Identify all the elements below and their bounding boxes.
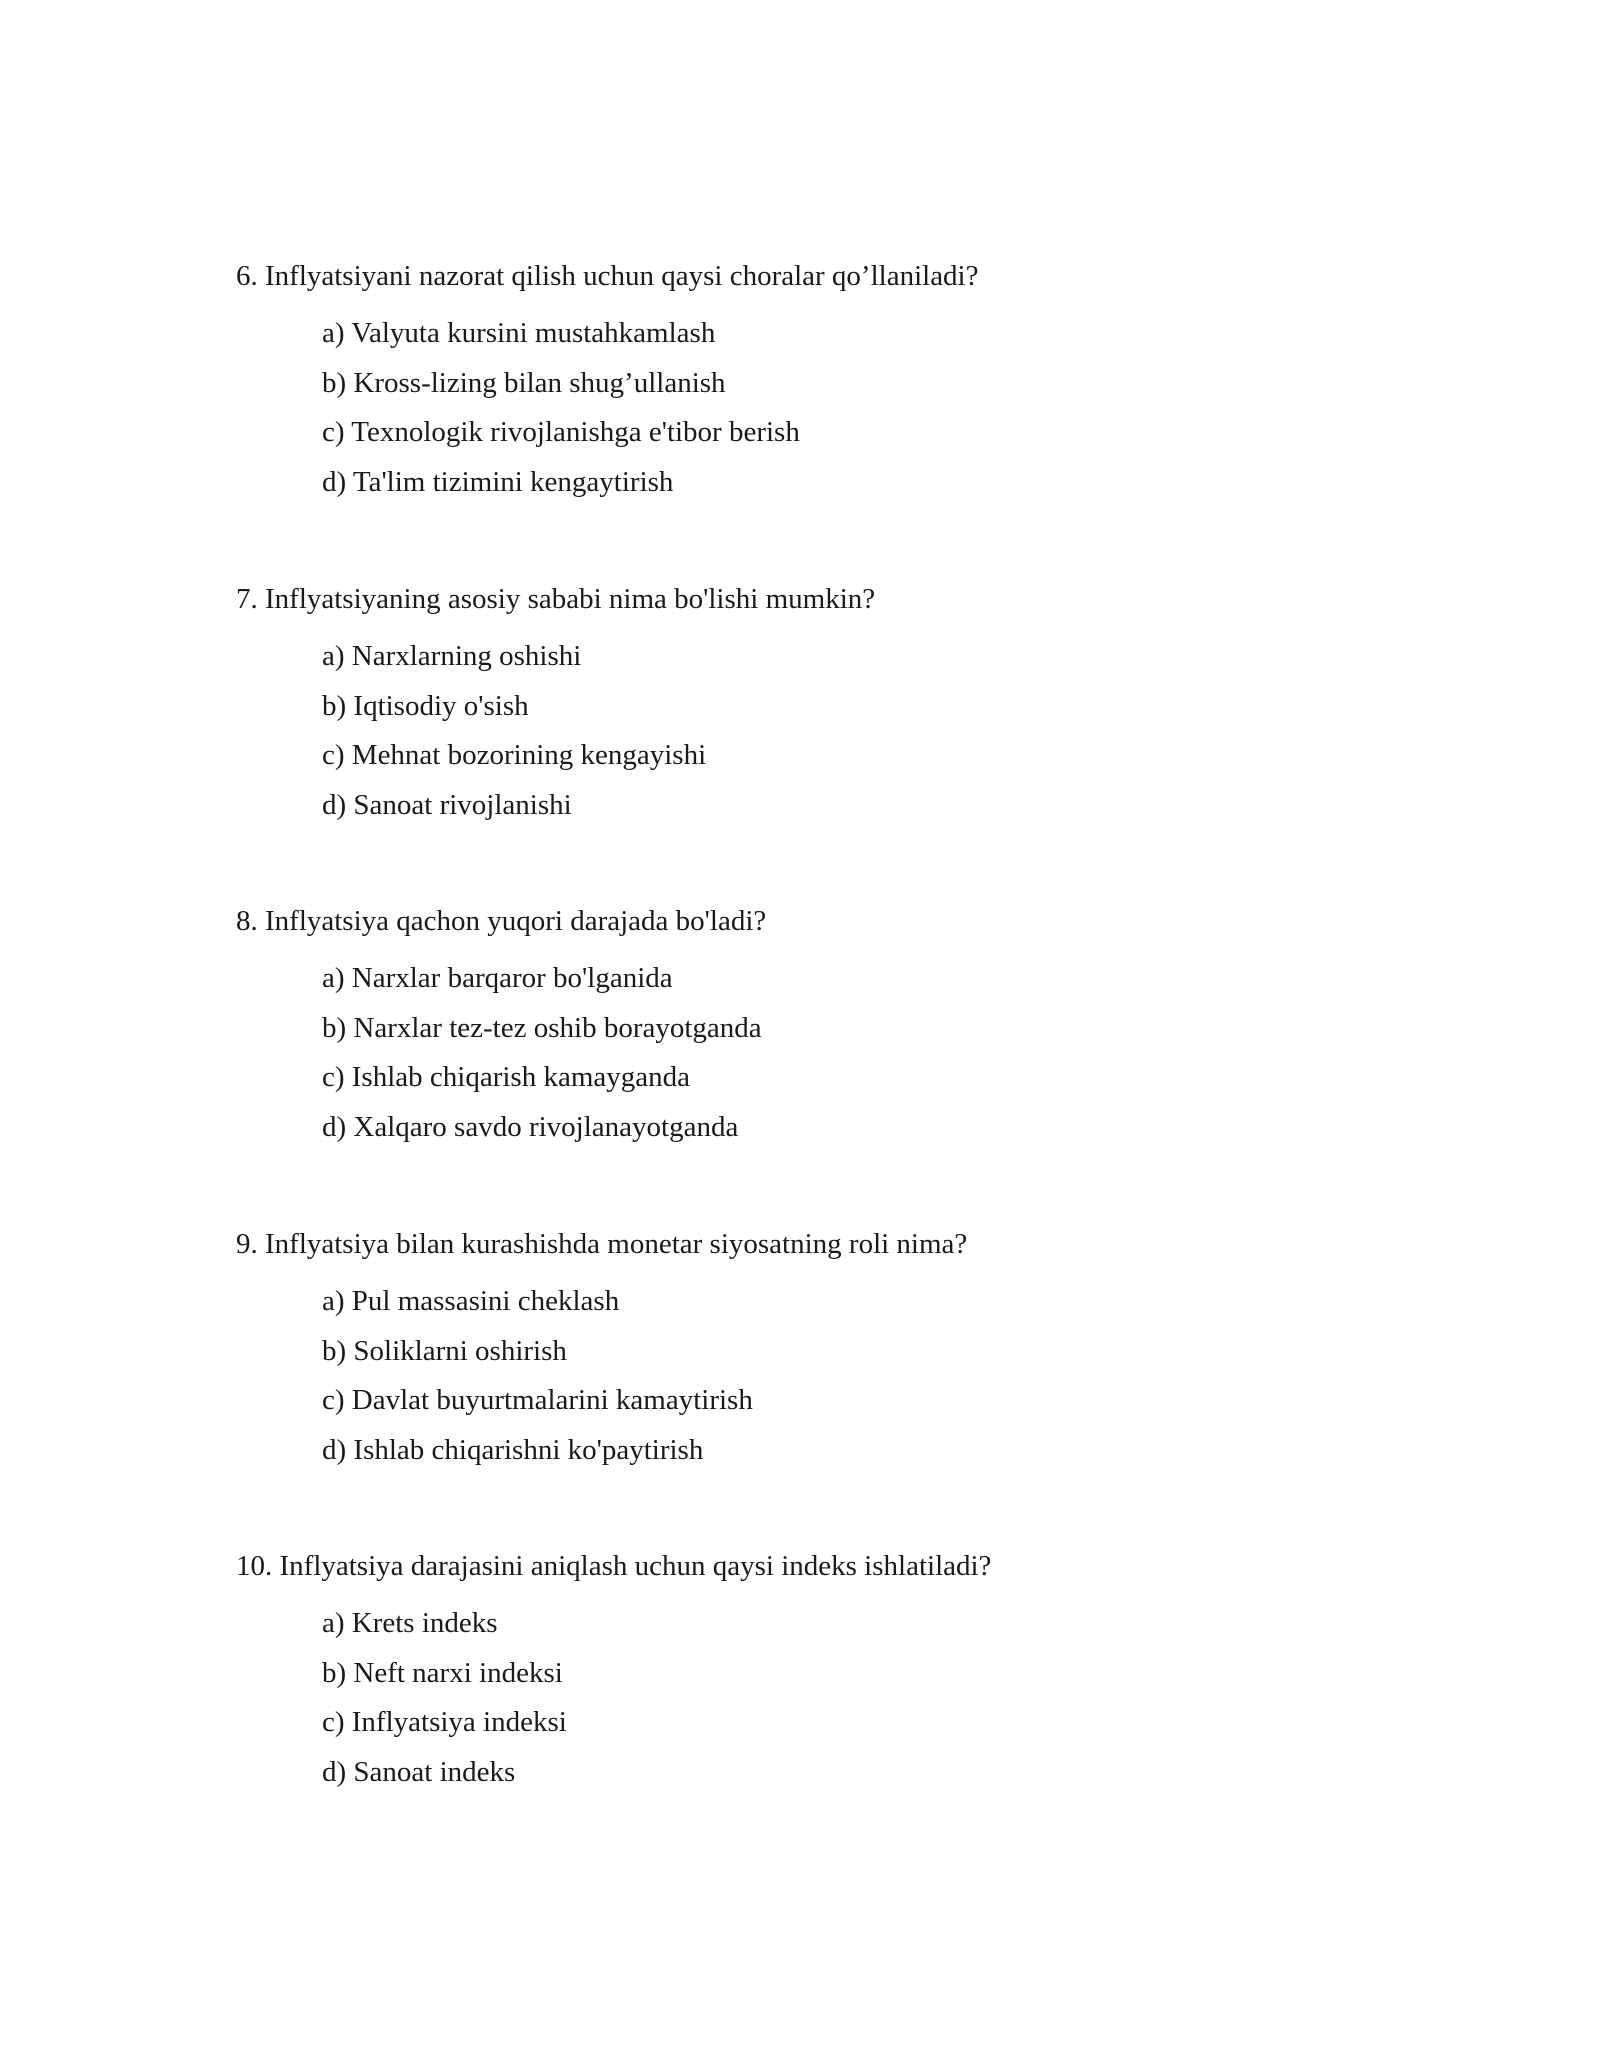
option-c: c) Ishlab chiqarish kamayganda <box>322 1061 690 1094</box>
option-c: c) Davlat buyurtmalarini kamaytirish <box>322 1384 753 1417</box>
question-text: 7. Inflyatsiyaning asosiy sababi nima bo'lishi mumkin? <box>236 583 876 615</box>
question-10 <box>236 1549 1436 1789</box>
option-a: a) Narxlar barqaror bo'lganida <box>322 962 673 994</box>
option-c: c) Inflyatsiya indeksi <box>322 1706 567 1739</box>
question-text: 10. Inflyatsiya darajasini aniqlash uchun qaysi indeks ishlatiladi? <box>236 1550 992 1582</box>
option-b: b) Kross-lizing bilan shug’ullanish <box>322 366 726 399</box>
option-a: a) Krets indeks <box>322 1607 498 1639</box>
option-b: b) Soliklarni oshirish <box>322 1334 567 1367</box>
question-text: 8. Inflyatsiya qachon yuqori darajada bo'ladi? <box>236 905 767 937</box>
option-d: d) Sanoat indeks <box>322 1756 516 1789</box>
option-b: b) Narxlar tez-tez oshib borayotganda <box>322 1011 762 1044</box>
question-9 <box>236 1227 1436 1467</box>
question-7 <box>236 582 1436 822</box>
question-text: 9. Inflyatsiya bilan kurashishda monetar siyosatning roli nima? <box>236 1228 968 1260</box>
option-a: a) Valyuta kursini mustahkamlash <box>322 317 716 349</box>
question-text: 6. Inflyatsiyani nazorat qilish uchun qaysi choralar qo’llaniladi? <box>236 260 979 292</box>
option-b: b) Neft narxi indeksi <box>322 1656 563 1689</box>
option-list <box>236 1261 1436 1467</box>
option-a: a) Narxlarning oshishi <box>322 640 582 672</box>
option-list <box>236 938 1436 1144</box>
option-a: a) Pul massasini cheklash <box>322 1285 620 1317</box>
option-d: d) Ta'lim tizimini kengaytirish <box>322 466 674 499</box>
option-d: d) Sanoat rivojlanishi <box>322 789 572 822</box>
option-list <box>236 293 1436 499</box>
option-c: c) Mehnat bozorining kengayishi <box>322 739 707 772</box>
option-b: b) Iqtisodiy o'sish <box>322 689 529 722</box>
question-6 <box>236 259 1436 499</box>
option-list <box>236 616 1436 822</box>
option-c: c) Texnologik rivojlanishga e'tibor berish <box>322 416 800 449</box>
option-d: d) Xalqaro savdo rivojlanayotganda <box>322 1111 739 1144</box>
option-d: d) Ishlab chiqarishni ko'paytirish <box>322 1434 704 1467</box>
question-8 <box>236 904 1436 1144</box>
option-list <box>236 1583 1436 1789</box>
